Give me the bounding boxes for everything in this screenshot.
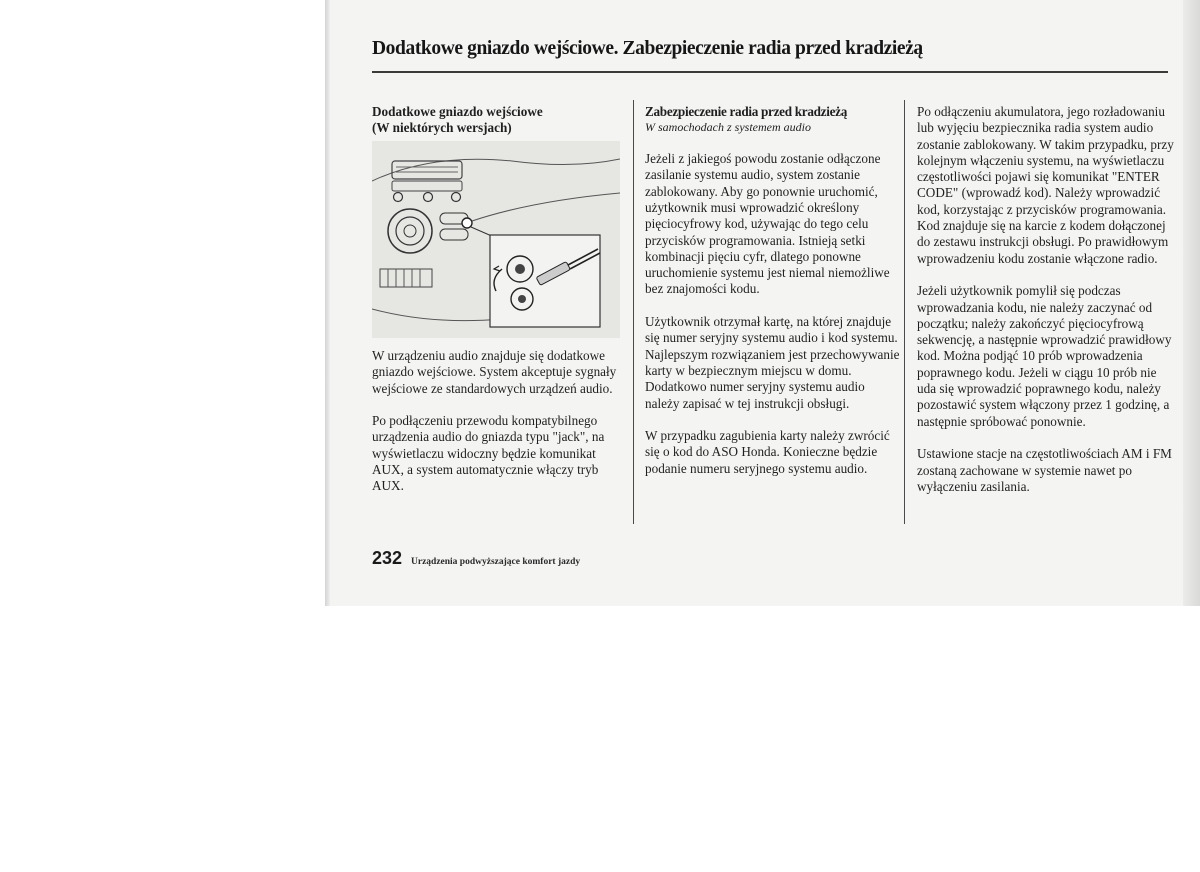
code-entry-column — [917, 104, 1174, 511]
page-edge-shadow — [1183, 0, 1200, 606]
page-number: 232 — [372, 548, 403, 568]
code-entry-paragraph: Ustawione stacje na częstotliwościach AM i FM zostaną zachowane w systemie nawet po wyłączeniu zasilania. — [917, 446, 1172, 494]
aux-jack-illustration — [372, 141, 620, 338]
page-title: Dodatkowe gniazdo wejściowe. Zabezpieczenie radia przed kradzieżą — [372, 38, 923, 59]
code-entry-paragraph: Jeżeli użytkownik pomylił się podczas wprowadzania kodu, nie należy zaczynać od początku; należy zakończyć pięciocyfrową sekwencję, a następnie wprowadzić prawidłowy kod. Można podjąć 10 prób wprowadzenia poprawnego kodu. Jeżeli w ciągu 10 prób nie uda się wprowadzić poprawnego kodu, należy pozostawić system włączony przez 1 godzinę, a następnie spróbować ponownie. — [917, 283, 1172, 429]
aux-input-text — [372, 348, 624, 511]
anti-theft-variant-note: W samochodach z systemem audio — [645, 120, 811, 135]
anti-theft-paragraph: W przypadku zagubienia karty należy zwrócić się o kod do ASO Honda. Konieczne będzie podanie numeru seryjnego systemu audio. — [645, 428, 890, 476]
aux-input-column — [372, 104, 624, 137]
column-divider — [633, 100, 634, 524]
code-entry-paragraph: Po odłączeniu akumulatora, jego rozładowaniu lub wyjęciu bezpiecznika radia system audio zostanie zablokowany. W takim przypadku, przy kolejnym włączeniu systemu, na wyświetlaczu częstotliwości pojawi się komunikat "ENTER CODE" (wprowadź kod). Należy wprowadzić kod, korzystając z przycisków programowania. Kod znajduje się na karcie z kodem dołączonej do zestawu instrukcji obsługi. Po prawidłowym wprowadzeniu kodu zostanie włączone radio. — [917, 104, 1174, 266]
radio-panel-drawing — [372, 141, 620, 338]
anti-theft-paragraph: Użytkownik otrzymał kartę, na której znajduje się numer seryjny systemu audio i kod systemu. Najlepszym rozwiązaniem jest przechowywanie karty w bezpiecznym miejscu w domu. Dodatkowo numer seryjny systemu audio należy zapisać w tej instrukcji obsługi. — [645, 314, 900, 411]
aux-input-variant-note: (W niektórych wersjach) — [372, 120, 512, 136]
column-divider — [904, 100, 905, 524]
title-rule — [372, 71, 1168, 73]
chapter-title: Urządzenia podwyższające komfort jazdy — [411, 557, 581, 567]
page-spine-shadow — [325, 0, 330, 606]
aux-input-heading: Dodatkowe gniazdo wejściowe — [372, 104, 543, 119]
aux-input-paragraph: Po podłączeniu przewodu kompatybilnego urządzenia audio do gniazda typu "jack", na wyświetlaczu widoczny będzie komunikat AUX, a system automatycznie włączy tryb AUX. — [372, 413, 605, 494]
aux-input-paragraph: W urządzeniu audio znajduje się dodatkowe gniazdo wejściowe. System akceptuje sygnały wejściowe ze standardowych urządzeń audio. — [372, 348, 617, 396]
anti-theft-paragraph: Jeżeli z jakiegoś powodu zostanie odłączone zasilanie systemu audio, system zostanie zablokowany. Aby go ponownie uruchomić, użytkownik musi wprowadzić określony pięciocyfrowy kod, używając do tego celu przycisków programowania. Istnieją setki kombinacji pięciu cyfr, dlatego ponowne uruchomienie systemu jest niemal niemożliwe bez znajomości kodu. — [645, 151, 890, 297]
anti-theft-heading: Zabezpieczenie radia przed kradzieżą — [645, 104, 847, 119]
anti-theft-column — [645, 104, 900, 493]
